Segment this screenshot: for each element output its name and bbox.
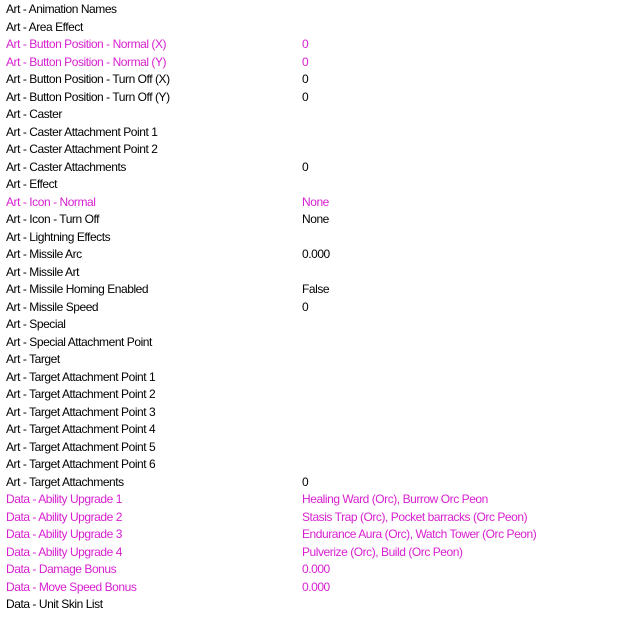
property-value: Stasis Trap (Orc), Pocket barracks (Orc Peon): [302, 509, 528, 524]
property-row[interactable]: [0, 526, 623, 544]
property-name: Data - Ability Upgrade 2: [6, 509, 122, 524]
property-row[interactable]: [0, 579, 623, 597]
property-name: Art - Target Attachment Point 4: [6, 422, 156, 436]
property-row[interactable]: [0, 474, 623, 492]
property-name: Data - Unit Skin List: [6, 597, 103, 611]
property-row[interactable]: [0, 19, 623, 37]
property-name: Art - Special Attachment Point: [6, 334, 152, 349]
property-name: Art - Target Attachment Point 2: [6, 387, 156, 401]
property-value: None: [302, 194, 329, 209]
property-row[interactable]: [0, 264, 623, 282]
property-row[interactable]: [0, 1, 623, 19]
property-name: Art - Caster: [6, 107, 62, 121]
property-name: Art - Target: [6, 352, 60, 366]
property-row[interactable]: [0, 596, 623, 614]
property-name: Art - Animation Names: [6, 2, 117, 16]
property-name: Art - Missile Arc: [6, 247, 82, 261]
property-name: Art - Target Attachment Point 5: [6, 439, 156, 454]
property-value: None: [302, 212, 329, 226]
property-name: Art - Target Attachment Point 6: [6, 457, 156, 471]
property-row[interactable]: [0, 404, 623, 422]
property-name: Data - Damage Bonus: [6, 562, 117, 576]
property-row[interactable]: [0, 334, 623, 352]
property-row[interactable]: [0, 159, 623, 177]
property-row[interactable]: [0, 316, 623, 334]
property-value: Pulverize (Orc), Build (Orc Peon): [302, 544, 463, 559]
property-name: Art - Area Effect: [6, 19, 83, 34]
property-name: Art - Icon - Turn Off: [6, 212, 100, 226]
property-value: 0: [302, 37, 309, 51]
property-name: Art - Target Attachments: [6, 474, 124, 489]
property-name: Data - Ability Upgrade 1: [6, 492, 122, 506]
property-row[interactable]: [0, 509, 623, 527]
property-value: 0: [302, 159, 309, 174]
property-row[interactable]: [0, 369, 623, 387]
property-name: Art - Button Position - Normal (Y): [6, 54, 167, 69]
property-value: 0: [302, 474, 309, 489]
property-row[interactable]: [0, 421, 623, 439]
property-value: Endurance Aura (Orc), Watch Tower (Orc Peon): [302, 527, 537, 541]
property-value: 0.000: [302, 579, 330, 594]
property-name: Art - Special: [6, 317, 66, 331]
property-value: False: [302, 282, 330, 296]
property-name: Art - Target Attachment Point 3: [6, 404, 156, 419]
property-row[interactable]: [0, 544, 623, 562]
property-name: Art - Missile Speed: [6, 299, 99, 314]
property-name: Art - Caster Attachments: [6, 159, 126, 174]
property-value: 0: [302, 89, 309, 104]
property-name: Art - Missile Art: [6, 264, 80, 279]
property-name: Art - Button Position - Turn Off (Y): [6, 89, 170, 104]
property-name: Art - Lightning Effects: [6, 229, 111, 244]
property-row[interactable]: [0, 229, 623, 247]
property-row[interactable]: [0, 456, 623, 474]
property-row[interactable]: [0, 386, 623, 404]
property-name: Data - Ability Upgrade 3: [6, 527, 122, 541]
property-name: Art - Missile Homing Enabled: [6, 282, 149, 296]
property-name: Art - Button Position - Turn Off (X): [6, 72, 170, 86]
property-row[interactable]: [0, 71, 623, 89]
property-row[interactable]: [0, 299, 623, 317]
property-row[interactable]: [0, 281, 623, 299]
property-name: Data - Ability Upgrade 4: [6, 544, 122, 559]
property-row[interactable]: [0, 106, 623, 124]
property-row[interactable]: [0, 54, 623, 72]
property-value: Healing Ward (Orc), Burrow Orc Peon: [302, 492, 488, 506]
property-name: Art - Target Attachment Point 1: [6, 369, 156, 384]
property-name: Art - Caster Attachment Point 1: [6, 124, 158, 139]
property-row[interactable]: [0, 211, 623, 229]
property-row[interactable]: [0, 491, 623, 509]
property-value: 0: [302, 72, 309, 86]
property-value: 0: [302, 299, 309, 314]
property-row[interactable]: [0, 89, 623, 107]
property-name: Data - Move Speed Bonus: [6, 579, 137, 594]
property-value: 0.000: [302, 562, 330, 576]
property-name: Art - Icon - Normal: [6, 194, 96, 209]
property-name: Art - Effect: [6, 177, 58, 191]
property-name: Art - Button Position - Normal (X): [6, 37, 167, 51]
property-row[interactable]: [0, 141, 623, 159]
property-row[interactable]: [0, 439, 623, 457]
property-row[interactable]: [0, 246, 623, 264]
property-row[interactable]: [0, 176, 623, 194]
property-row[interactable]: [0, 36, 623, 54]
property-value: 0.000: [302, 247, 330, 261]
property-row[interactable]: [0, 561, 623, 579]
property-row[interactable]: [0, 351, 623, 369]
property-row[interactable]: [0, 124, 623, 142]
property-value: 0: [302, 54, 309, 69]
property-name: Art - Caster Attachment Point 2: [6, 142, 158, 156]
property-row[interactable]: [0, 194, 623, 212]
